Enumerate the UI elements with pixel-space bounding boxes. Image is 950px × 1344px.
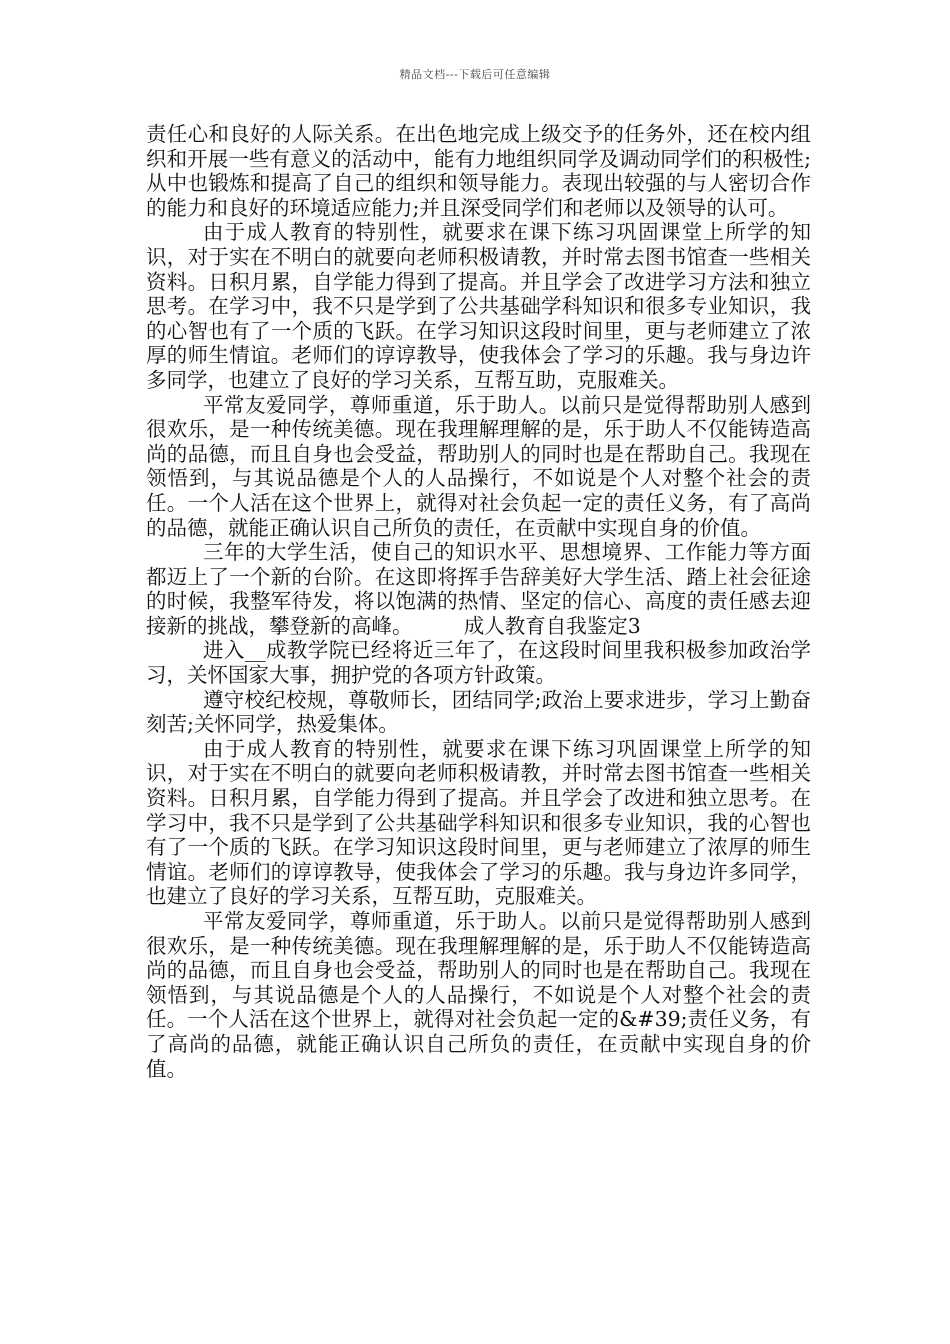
paragraph-7: 由于成人教育的特别性，就要求在课下练习巩固课堂上所学的知识，对于实在不明白的就要向老师积极请教，并时常去图书馆查一些相关资料。日积月累，自学能力得到了提高。并且学会了改进和独立思考。在学习中，我不只是学到了公共基础学科知识和很多专业知识，我的心智也有了一个质的飞跃。在学习知识这段时间里，更与老师建立了浓厚的师生情谊。老师们的谆谆教导，使我体会了学习的乐趣。我与身边许多同学，也建立了良好的学习关系，互帮互助，克服难关。: [146, 736, 811, 909]
paragraph-8: 平常友爱同学，尊师重道，乐于助人。以前只是觉得帮助别人感到很欢乐，是一种传统美德。现在我理解理解的是，乐于助人不仅能铸造高尚的品德，而且自身也会受益，帮助别人的同时也是在帮助自己。我现在领悟到，与其说品德是个人的人品操行，不如说是个人对整个社会的责任。一个人活在这个世界上，就得对社会负起一定的&#39;责任义务，有了高尚的品德，就能正确认识自己所负的责任，在贡献中实现自身的价值。: [146, 909, 811, 1081]
paragraph-3: 平常友爱同学，尊师重道，乐于助人。以前只是觉得帮助别人感到很欢乐，是一种传统美德。现在我理解理解的是，乐于助人不仅能铸造高尚的品德，而且自身也会受益，帮助别人的同时也是在帮助自己。我现在领悟到，与其说品德是个人的人品操行，不如说是个人对整个社会的责任。一个人活在这个世界上，就得对社会负起一定的责任义务，有了高尚的品德，就能正确认识自己所负的责任，在贡献中实现自身的价值。: [146, 392, 811, 540]
paragraph-4: 三年的大学生活，使自己的知识水平、思想境界、工作能力等方面都迈上了一个新的台阶。在这即将挥手告辞美好大学生活、踏上社会征途的时候，我整军待发，将以饱满的热情、坚定的信心、高度的责任感去迎接新的挑战，攀登新的高峰。 成人教育自我鉴定3: [146, 540, 811, 638]
document-body: [146, 122, 811, 1081]
paragraph-1: 责任心和良好的人际关系。在出色地完成上级交予的任务外，还在校内组织和开展一些有意义的活动中，能有力地组织同学及调动同学们的积极性;从中也锻炼和提高了自己的组织和领导能力。表现出较强的与人密切合作的能力和良好的环境适应能力;并且深受同学们和老师以及领导的认可。: [146, 122, 811, 220]
paragraph-2: 由于成人教育的特别性，就要求在课下练习巩固课堂上所学的知识，对于实在不明白的就要向老师积极请教，并时常去图书馆查一些相关资料。日积月累，自学能力得到了提高。并且学会了改进学习方法和独立思考。在学习中，我不只是学到了公共基础学科知识和很多专业知识，我的心智也有了一个质的飞跃。在学习知识这段时间里，更与老师建立了浓厚的师生情谊。老师们的谆谆教导，使我体会了学习的乐趣。我与身边许多同学，也建立了良好的学习关系，互帮互助，克服难关。: [146, 220, 811, 392]
paragraph-5: 进入__成教学院已经将近三年了，在这段时间里我积极参加政治学习，关怀国家大事，拥护党的各项方针政策。: [146, 638, 811, 688]
page-header: 精品文档---下载后可任意编辑: [399, 68, 551, 81]
paragraph-6: 遵守校纪校规，尊敬师长，团结同学;政治上要求进步，学习上勤奋刻苦;关怀同学，热爱集体。: [146, 687, 811, 737]
